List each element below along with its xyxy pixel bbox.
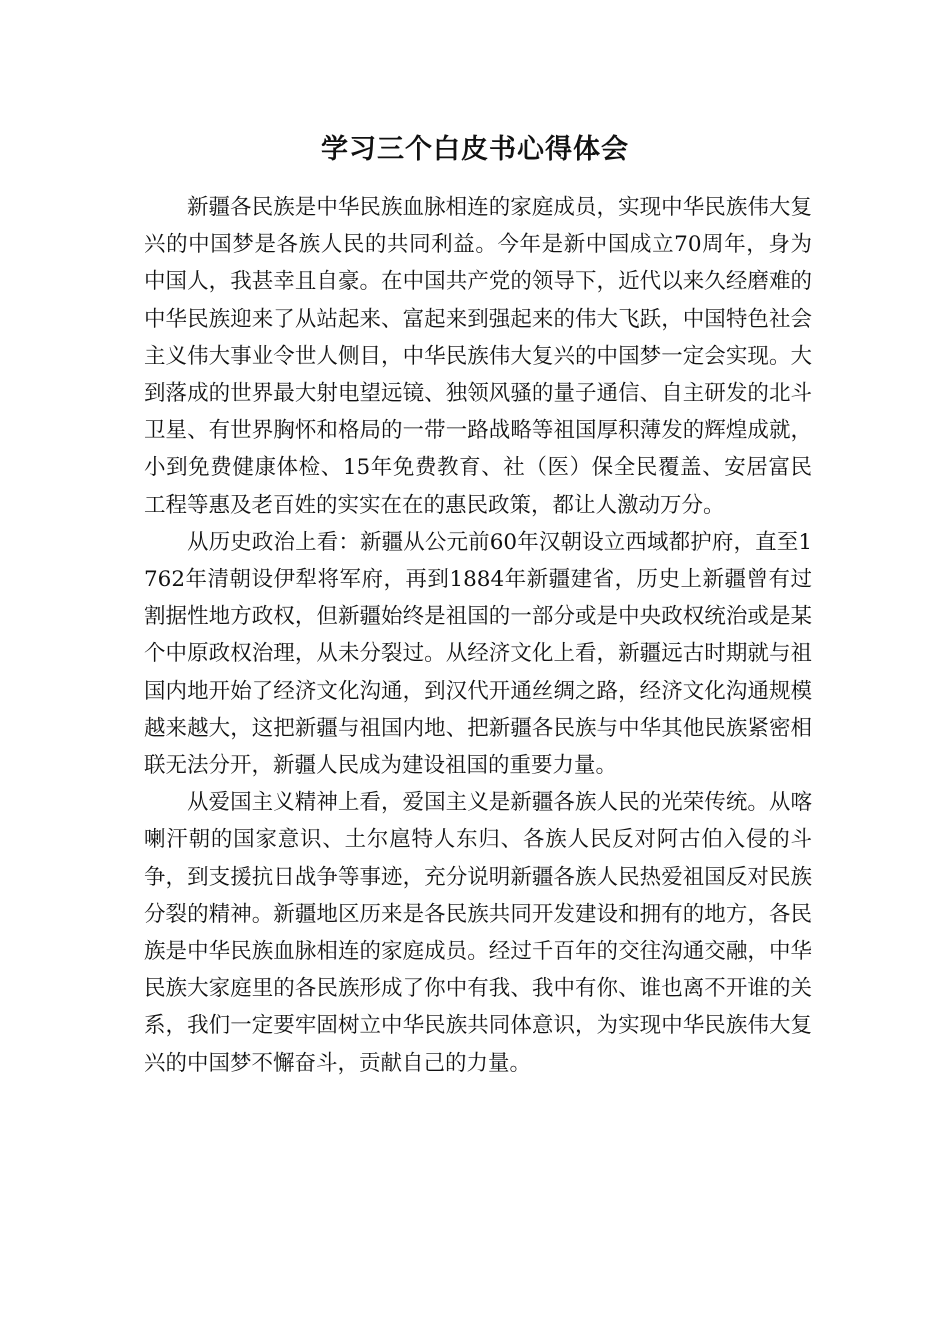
paragraph-2: 从历史政治上看：新疆从公元前60年汉朝设立西域都护府，直至1762年清朝设伊犁将军府，再到1884年新疆建省，历史上新疆曾有过割据性地方政权，但新疆始终是祖国的一部分或是中央政权统治或是某个中原政权治理，从未分裂过。从经济文化上看，新疆远古时期就与祖国内地开始了经济文化沟通，到汉代开通丝绸之路，经济文化沟通规模越来越大，这把新疆与祖国内地、把新疆各民族与中华其他民族紧密相联无法分开，新疆人民成为建设祖国的重要力量。: [144, 529, 812, 779]
paragraph-3: 从爱国主义精神上看，爱国主义是新疆各族人民的光荣传统。从喀喇汗朝的国家意识、土尔扈特人东归、各族人民反对阿古伯入侵的斗争，到支援抗日战争等事迹，充分说明新疆各族人民热爱祖国反对民族分裂的精神。新疆地区历来是各民族共同开发建设和拥有的地方，各民族是中华民族血脉相连的家庭成员。经过千百年的交往沟通交融，中华民族大家庭里的各民族形成了你中有我、我中有你、谁也离不开谁的关系，我们一定要牢固树立中华民族共同体意识，为实现中华民族伟大复兴的中国梦不懈奋斗，贡献自己的力量。: [144, 790, 812, 1076]
paragraph-1: 新疆各民族是中华民族血脉相连的家庭成员，实现中华民族伟大复兴的中国梦是各族人民的共同利益。今年是新中国成立70周年，身为中国人，我甚幸且自豪。在中国共产党的领导下，近代以来久经磨难的中华民族迎来了从站起来、富起来到强起来的伟大飞跃，中国特色社会主义伟大事业令世人侧目，中华民族伟大复兴的中国梦一定会实现。大到落成的世界最大射电望远镜、独领风骚的量子通信、自主研发的北斗卫星、有世界胸怀和格局的一带一路战略等祖国厚积薄发的辉煌成就，小到免费健康体检、15年免费教育、社（医）保全民覆盖、安居富民工程等惠及老百姓的实实在在的惠民政策，都让人激动万分。: [144, 195, 812, 518]
document-title: 学习三个白皮书心得体会: [321, 134, 629, 165]
document-body: [144, 189, 812, 1082]
